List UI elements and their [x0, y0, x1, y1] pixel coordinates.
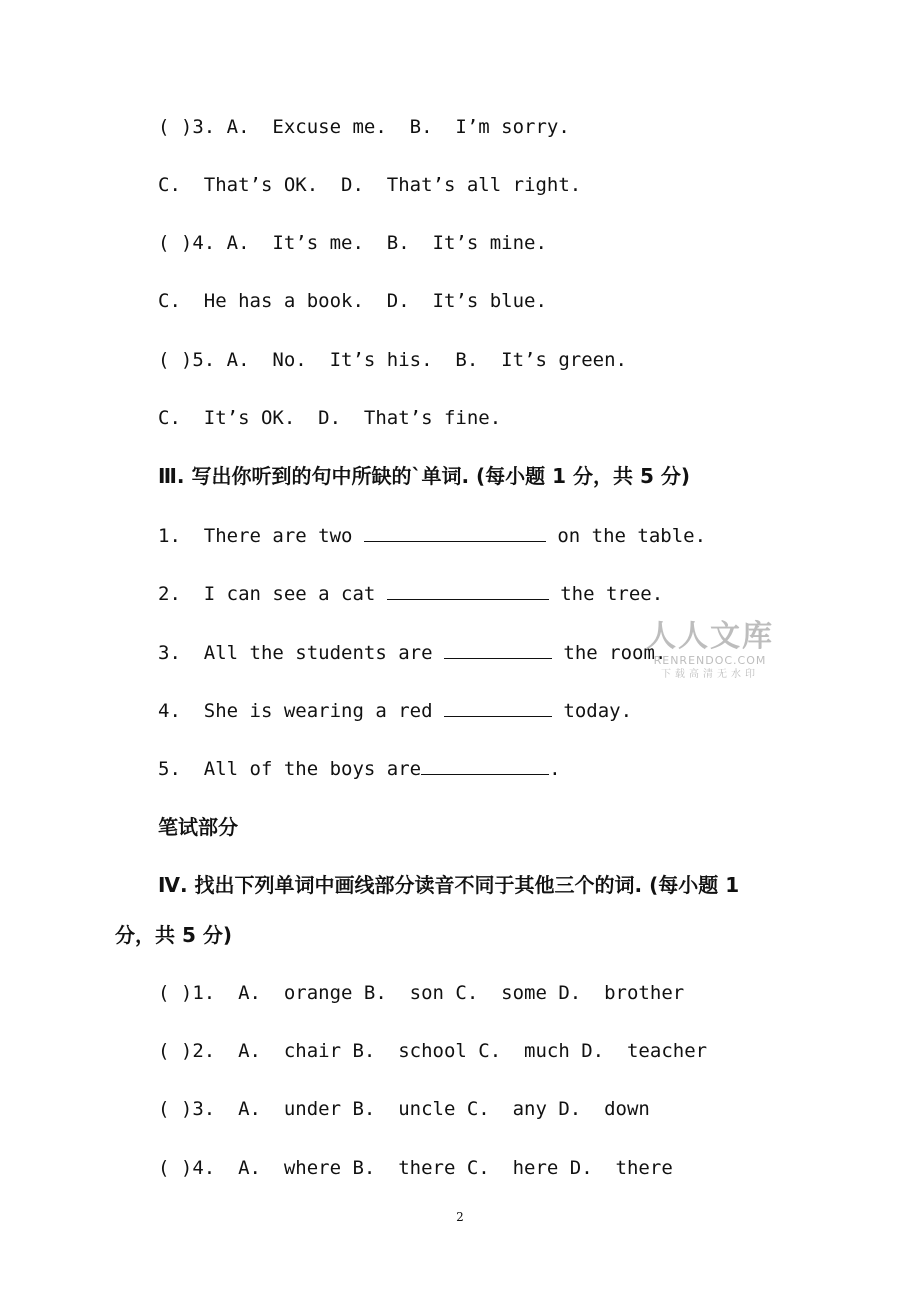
section-4-heading-line-2: 分，共 5 分) [115, 923, 232, 947]
fill-blank-4-text-end: today. [551, 700, 633, 722]
fill-blank-2-line [387, 581, 549, 600]
fill-blank-3-text-end: the room. [551, 642, 667, 664]
question-4-options-ab: ( )4. A. It’s me. B. It’s mine. [158, 232, 547, 254]
written-part-heading: 笔试部分 [158, 815, 238, 839]
fill-blank-4-line [444, 698, 552, 717]
fill-blank-5-text: 5. All of the boys are [158, 758, 422, 780]
question-3-options-cd: C. That’s OK. D. That’s all right. [158, 174, 582, 196]
page-number: 2 [456, 1210, 464, 1224]
fill-blank-2-text-end: the tree. [548, 583, 664, 605]
section-4-heading-line-1: Ⅳ. 找出下列单词中画线部分读音不同于其他三个的词. (每小题 1 [158, 873, 740, 897]
watermark-url: RENRENDOC.COM [653, 654, 767, 667]
phonics-question-2: ( )2. A. chair B. school C. much D. teacher [158, 1040, 708, 1062]
phonics-question-3: ( )3. A. under B. uncle C. any D. down [158, 1098, 650, 1120]
fill-blank-2 [158, 581, 663, 606]
phonics-question-1: ( )1. A. orange B. son C. some D. brother [158, 982, 685, 1004]
fill-blank-2-text: 2. I can see a cat [158, 583, 387, 605]
fill-blank-1-text-end: on the table. [545, 525, 707, 547]
watermark-logo-text: 人人文库 [646, 619, 774, 654]
fill-blank-5-line [421, 756, 549, 775]
fill-blank-5 [158, 756, 561, 781]
question-5-options-cd: C. It’s OK. D. That’s fine. [158, 407, 502, 429]
fill-blank-3-line [444, 640, 552, 659]
fill-blank-3 [158, 640, 666, 665]
fill-blank-3-text: 3. All the students are [158, 642, 444, 664]
section-3-heading: Ⅲ. 写出你听到的句中所缺的`单词. (每小题 1 分，共 5 分) [158, 464, 690, 488]
question-3-options-ab: ( )3. A. Excuse me. B. I’m sorry. [158, 116, 570, 138]
question-4-options-cd: C. He has a book. D. It’s blue. [158, 290, 547, 312]
question-5-options-ab: ( )5. A. No. It’s his. B. It’s green. [158, 349, 627, 371]
watermark-tagline: 下载高清无水印 [661, 669, 759, 680]
watermark [646, 620, 774, 682]
fill-blank-5-text-end: . [549, 758, 561, 780]
phonics-question-4: ( )4. A. where B. there C. here D. there [158, 1157, 673, 1179]
fill-blank-1 [158, 523, 706, 548]
fill-blank-4-text: 4. She is wearing a red [158, 700, 444, 722]
fill-blank-4 [158, 698, 632, 723]
fill-blank-1-line [364, 523, 546, 542]
fill-blank-1-text: 1. There are two [158, 525, 364, 547]
